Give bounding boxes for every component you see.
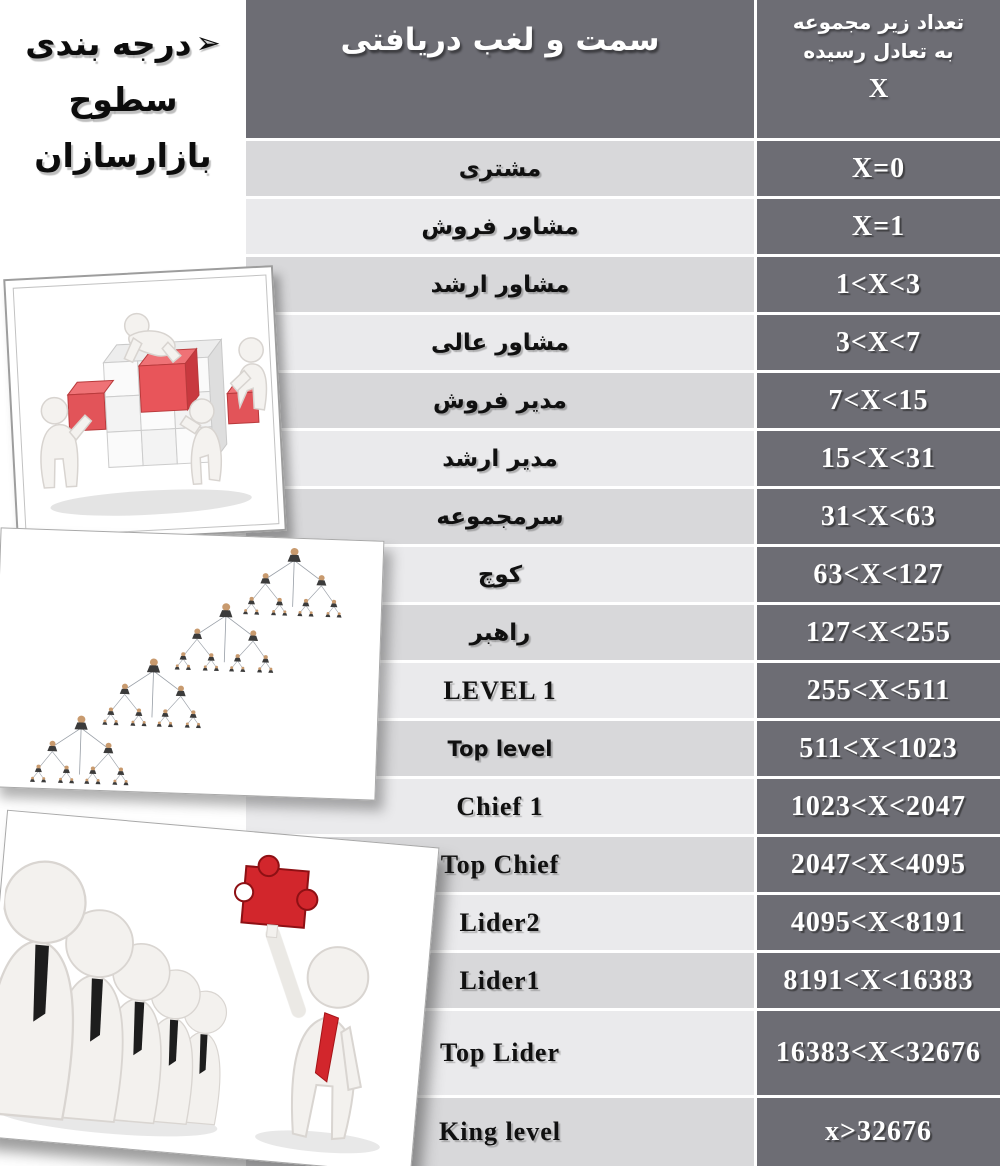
table-row-range bbox=[757, 373, 1000, 428]
range-value: X=0 bbox=[851, 152, 906, 184]
teamwork-cubes-frame bbox=[13, 274, 280, 537]
table-row-rank bbox=[246, 489, 754, 544]
table-row-range bbox=[757, 953, 1000, 1008]
rank-label: Lider2 bbox=[459, 907, 541, 937]
range-value: 255<X<511 bbox=[806, 674, 951, 706]
range-value: 8191<X<16383 bbox=[783, 964, 974, 996]
network-tree-drawing bbox=[0, 533, 379, 796]
teamwork-cubes-image bbox=[3, 265, 287, 545]
rank-label: مشاور ارشد bbox=[430, 271, 570, 298]
table-row-rank bbox=[246, 257, 754, 312]
range-value: X=1 bbox=[851, 210, 906, 242]
range-value: x>32676 bbox=[825, 1116, 932, 1147]
table-row-rank bbox=[246, 199, 754, 254]
rank-label: LEVEL 1 bbox=[443, 675, 557, 705]
range-value: 511<X<1023 bbox=[799, 732, 958, 764]
teamwork-cubes-drawing bbox=[14, 276, 279, 537]
table-row-range bbox=[757, 1011, 1000, 1095]
leader-puzzle-image bbox=[0, 810, 439, 1166]
table-row-range bbox=[757, 199, 1000, 254]
table-row-range bbox=[757, 547, 1000, 602]
rank-label: Chief 1 bbox=[456, 791, 544, 821]
range-value: 7<X<15 bbox=[828, 384, 929, 416]
range-header-line1: تعداد زیر مجموعه bbox=[792, 10, 965, 34]
table-row-rank bbox=[246, 141, 754, 196]
table-row-range bbox=[757, 257, 1000, 312]
page-title bbox=[0, 16, 246, 184]
range-value: 1<X<3 bbox=[835, 268, 922, 300]
column-header-range bbox=[757, 0, 1000, 138]
range-value: 4095<X<8191 bbox=[790, 906, 967, 938]
range-value: 31<X<63 bbox=[820, 500, 937, 532]
table-row-rank bbox=[246, 315, 754, 370]
page-title-line2: سطوح bbox=[68, 80, 178, 119]
rank-label: Top Chief bbox=[440, 849, 560, 879]
range-value: 63<X<127 bbox=[813, 558, 944, 590]
column-header-rank-label: سمت و لغب دریافتی bbox=[340, 22, 660, 58]
rank-label: Lider1 bbox=[459, 965, 541, 995]
arrowhead-icon: ➢ bbox=[195, 26, 221, 61]
range-value: 127<X<255 bbox=[805, 616, 952, 648]
range-header-line2: به تعادل رسیده bbox=[803, 39, 954, 63]
rank-label: راهبر bbox=[469, 619, 531, 646]
table-row-range bbox=[757, 663, 1000, 718]
rank-label: کوچ bbox=[477, 561, 523, 588]
rank-label: مدیر فروش bbox=[433, 387, 567, 414]
range-value: 1023<X<2047 bbox=[790, 790, 967, 822]
table-row-rank bbox=[246, 431, 754, 486]
range-value: 2047<X<4095 bbox=[790, 848, 967, 880]
rank-label: Top level bbox=[447, 736, 553, 761]
table-row-rank bbox=[246, 373, 754, 428]
network-tree-image bbox=[0, 527, 384, 800]
range-value: 3<X<7 bbox=[835, 326, 922, 358]
table-row-range bbox=[757, 721, 1000, 776]
table-row-range bbox=[757, 837, 1000, 892]
range-header-x: X bbox=[868, 73, 889, 103]
page-title-line1: درجه بندی bbox=[25, 24, 192, 63]
rank-label: King level bbox=[439, 1117, 561, 1146]
rank-label: مشاور عالی bbox=[430, 329, 570, 356]
table-row-range bbox=[757, 605, 1000, 660]
rank-label: سرمجموعه bbox=[436, 503, 564, 530]
page-title-line3: بازارسازان bbox=[34, 136, 212, 175]
range-value: 16383<X<32676 bbox=[775, 1036, 982, 1068]
rank-label: مدیر ارشد bbox=[442, 445, 558, 472]
table-row-range bbox=[757, 1098, 1000, 1166]
column-header-rank bbox=[246, 0, 754, 138]
table-row-range bbox=[757, 431, 1000, 486]
leader-puzzle-drawing bbox=[0, 815, 434, 1166]
table-row-range bbox=[757, 489, 1000, 544]
table-row-range bbox=[757, 141, 1000, 196]
rank-label: مشاور فروش bbox=[421, 213, 579, 240]
table-row-range bbox=[757, 779, 1000, 834]
table-row-range bbox=[757, 895, 1000, 950]
rank-label: Top Lider bbox=[439, 1038, 561, 1067]
rank-label: مشتری bbox=[458, 155, 542, 182]
table-row-range bbox=[757, 315, 1000, 370]
range-value: 15<X<31 bbox=[820, 442, 937, 474]
